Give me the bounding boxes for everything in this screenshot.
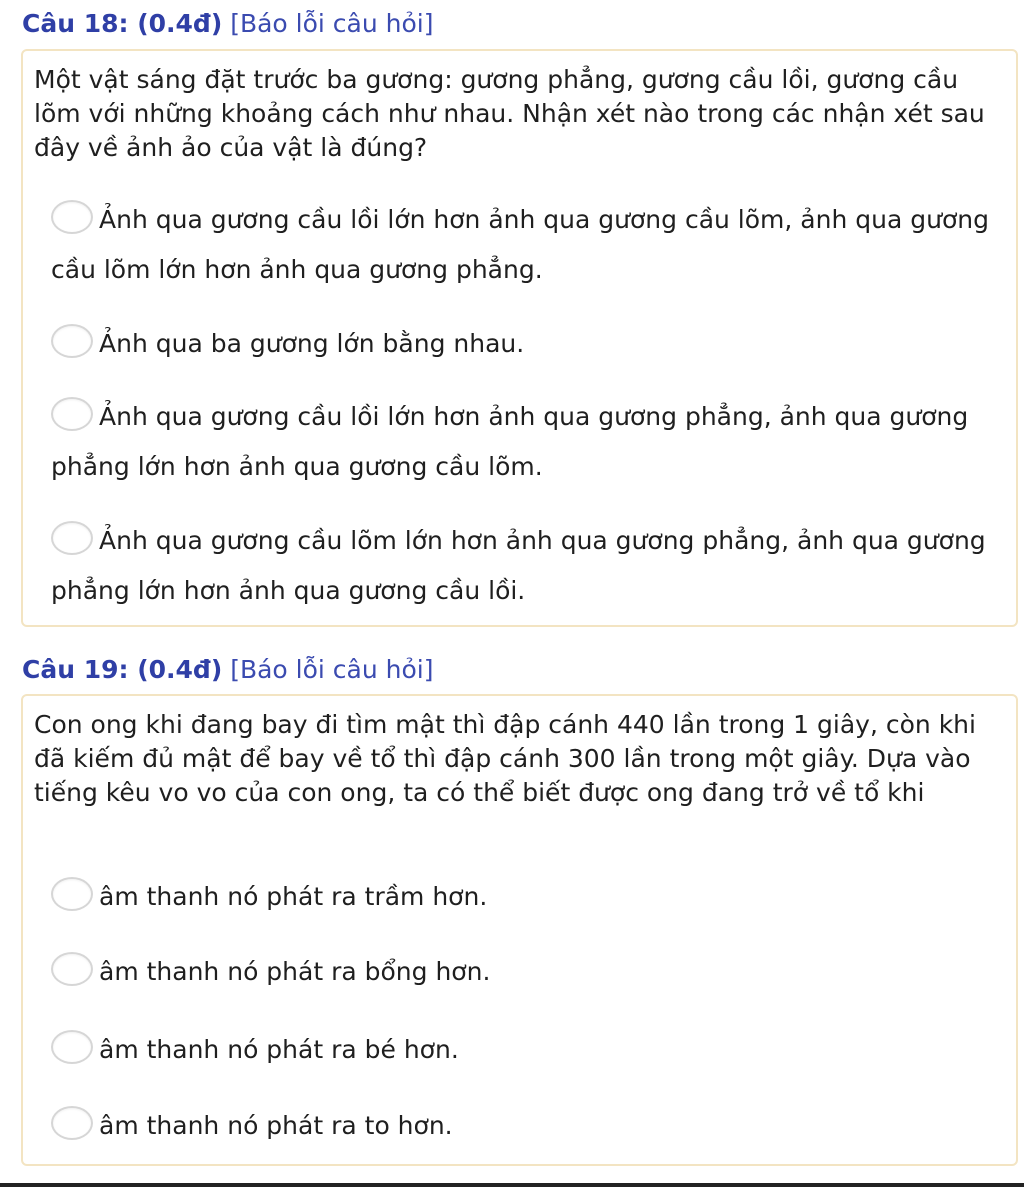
question-18-option-3[interactable]: [51, 392, 1001, 492]
question-19-option-1[interactable]: [51, 872, 1001, 922]
option-label: âm thanh nó phát ra trầm hơn.: [99, 882, 488, 911]
option-label: Ảnh qua gương cầu lồi lớn hơn ảnh qua gương cầu lõm, ảnh qua gương cầu lõm lớn hơn ảnh qua gương phẳng.: [51, 205, 989, 284]
radio-button[interactable]: [51, 1106, 93, 1140]
report-error-link-19[interactable]: [Báo lỗi câu hỏi]: [230, 655, 434, 684]
radio-button[interactable]: [51, 877, 93, 911]
question-18-card: [21, 49, 1018, 627]
question-19-option-3[interactable]: [51, 1025, 1001, 1075]
bottom-divider: [0, 1183, 1024, 1187]
question-19-text: Con ong khi đang bay đi tìm mật thì đập cánh 440 lần trong 1 giây, còn khi đã kiếm đủ mật để bay về tổ thì đập cánh 300 lần trong một giây. Dựa vào tiếng kêu vo vo của con ong, ta có thể biết được ong đang trở về tổ khi: [34, 710, 976, 807]
question-18-option-1[interactable]: [51, 195, 1001, 295]
question-18-number: Câu 18: (0.4đ): [22, 9, 223, 38]
option-label: âm thanh nó phát ra bé hơn.: [99, 1035, 459, 1064]
option-label: Ảnh qua gương cầu lõm lớn hơn ảnh qua gương phẳng, ảnh qua gương phẳng lớn hơn ảnh qua gương cầu lồi.: [51, 526, 986, 605]
radio-button[interactable]: [51, 1030, 93, 1064]
option-label: Ảnh qua gương cầu lồi lớn hơn ảnh qua gương phẳng, ảnh qua gương phẳng lớn hơn ảnh qua gương cầu lõm.: [51, 402, 969, 481]
question-19-card: [21, 694, 1018, 1166]
question-18-header: [22, 8, 434, 40]
radio-button[interactable]: [51, 521, 93, 555]
radio-button[interactable]: [51, 952, 93, 986]
report-error-link-18[interactable]: [Báo lỗi câu hỏi]: [230, 9, 434, 38]
question-19-option-4[interactable]: [51, 1101, 1001, 1151]
question-19-number: Câu 19: (0.4đ): [22, 655, 223, 684]
option-label: Ảnh qua ba gương lớn bằng nhau.: [99, 329, 525, 358]
radio-button[interactable]: [51, 324, 93, 358]
question-18-option-2[interactable]: [51, 319, 1001, 369]
option-label: âm thanh nó phát ra bổng hơn.: [99, 957, 491, 986]
radio-button[interactable]: [51, 200, 93, 234]
radio-button[interactable]: [51, 397, 93, 431]
question-18-text: Một vật sáng đặt trước ba gương: gương phẳng, gương cầu lồi, gương cầu lõm với những khoảng cách như nhau. Nhận xét nào trong các nhận xét sau đây về ảnh ảo của vật là đúng?: [34, 65, 985, 162]
option-label: âm thanh nó phát ra to hơn.: [99, 1111, 453, 1140]
question-18-option-4[interactable]: [51, 516, 1001, 616]
question-19-option-2[interactable]: [51, 947, 1001, 997]
question-19-header: [22, 654, 434, 686]
